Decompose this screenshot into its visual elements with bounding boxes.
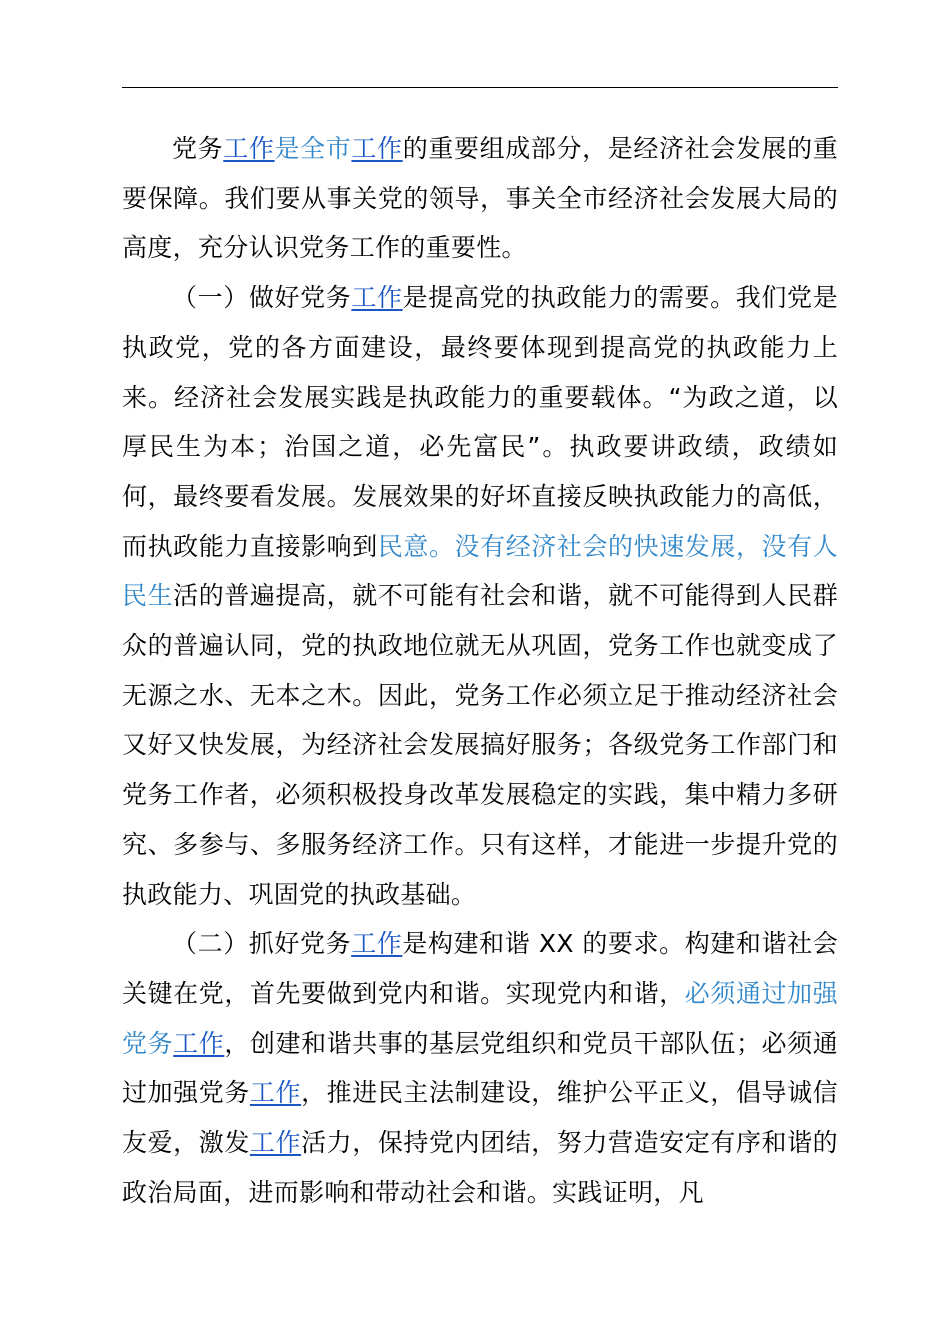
text-run: ，创建和谐共事的基层党组织和党员干部队伍；必须通过加强党务 bbox=[122, 1028, 839, 1108]
text-run: ，推进民主法制建设，维护公平正义，倡导诚信友爱，激发 bbox=[122, 1078, 838, 1158]
work-link[interactable]: 工作 bbox=[249, 1078, 302, 1108]
text-run: 活的普遍提高，就不可能有社会和谐，就不可能得到人民群众的普遍认同，党的执政地位就无从巩固，党务工作也就变成了无源之水、无本之木。因此，党务工作必须立足于推动经济社会又好又快发展，为经济社会发展搞好服务；各级党务工作部门和党务工作者，必须积极投身改革发展稳定的实践，集中精力多研究、多参与、多服务经济工作。只有这样，才能进一步提升党的执政能力、巩固党的执政基础。 bbox=[122, 581, 838, 909]
section-heading-text: （一）做好党务 bbox=[172, 283, 352, 313]
text-run: 党务 bbox=[172, 134, 224, 163]
text-run: 的重要组成部分，是经济社会发展的重要保障。我们要从事关党的领导，事关全市经济社会发展大局的高度，充分认识党务工作的重要性。 bbox=[122, 134, 839, 263]
highlighted-text: 是全市 bbox=[274, 134, 352, 163]
paragraph-section-one bbox=[122, 273, 838, 919]
paragraph-section-two bbox=[122, 919, 838, 1217]
highlighted-text: 必须通过加强党务 bbox=[122, 978, 838, 1058]
section-heading-text: （二）抓好党务 bbox=[172, 929, 352, 959]
work-link[interactable]: 工作 bbox=[249, 1128, 302, 1158]
work-link[interactable]: 工作 bbox=[351, 134, 403, 163]
highlighted-text: 民意。没有经济社会的快速发展，没有人民生 bbox=[122, 531, 838, 611]
text-run: 是提高党的执政能力的需要。我们党是执政党，党的各方面建设，最终要体现到提高党的执政能力上来。经济社会发展实践是执政能力的重要载体。“为政之道，以厚民生为本；治国之道，必先富民”。执政要讲政绩，政绩如何，最终要看发展。发展效果的好坏直接反映执政能力的高低，而执政能力直接影响到 bbox=[122, 283, 838, 561]
document-body bbox=[122, 124, 838, 1217]
text-run: 活力，保持党内团结，努力营造安定有序和谐的政治局面，进而影响和带动社会和谐。实践证明，凡 bbox=[122, 1128, 838, 1207]
work-link[interactable]: 工作 bbox=[351, 929, 403, 959]
text-run: 是构建和谐 XX 的要求。构建和谐社会关键在党，首先要做到党内和谐。实现党内和谐， bbox=[122, 929, 838, 1008]
paragraph-importance bbox=[122, 124, 838, 273]
work-link[interactable]: 工作 bbox=[223, 134, 275, 163]
header-rule bbox=[122, 87, 838, 88]
work-link[interactable]: 工作 bbox=[173, 1028, 225, 1058]
work-link[interactable]: 工作 bbox=[351, 283, 403, 313]
